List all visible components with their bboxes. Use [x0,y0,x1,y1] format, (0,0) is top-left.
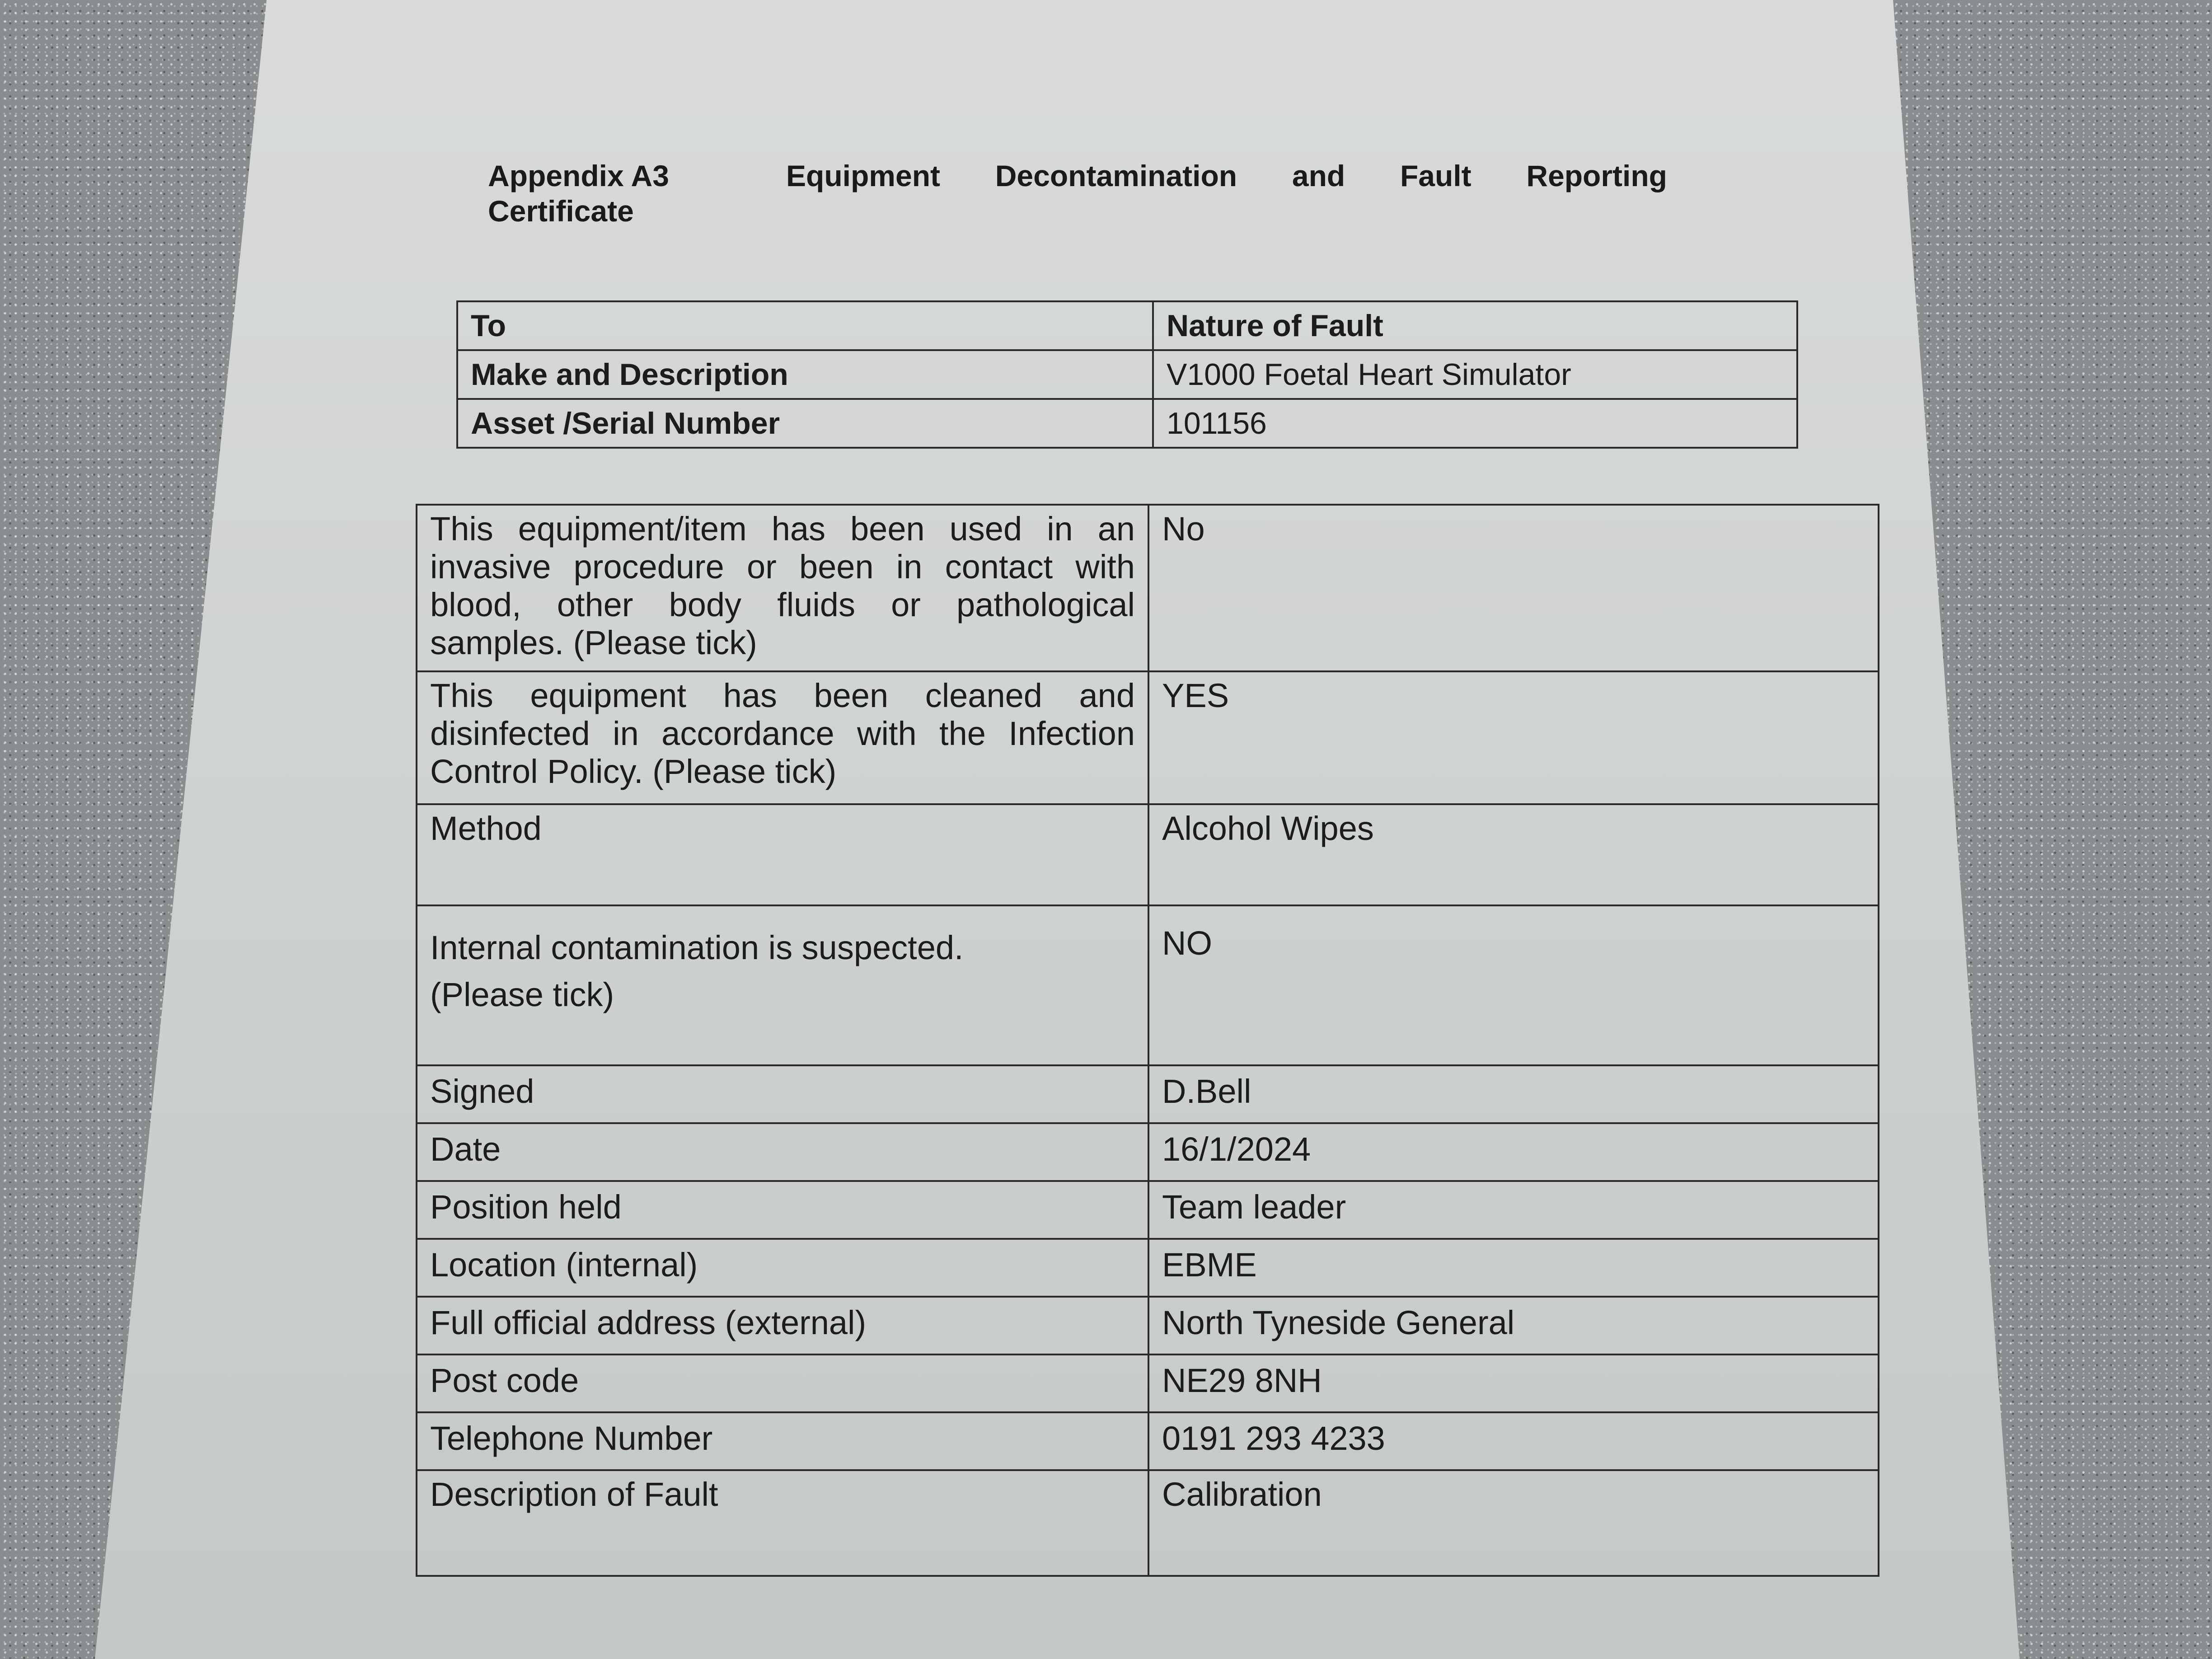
position-held-value: Team leader [1148,1181,1879,1239]
table-row [457,301,1797,350]
post-code-label: Post code [417,1354,1148,1412]
table-row [417,505,1879,671]
table-row [417,804,1879,905]
fault-description-label: Description of Fault [417,1470,1148,1576]
method-value: Alcohol Wipes [1148,804,1879,905]
to-label: To [457,301,1153,350]
make-description-label: Make and Description [457,350,1153,399]
cleaned-value: YES [1148,671,1879,804]
make-description-value: V1000 Foetal Heart Simulator [1153,350,1797,399]
invasive-use-label: This equipment/item has been used in an invasive procedure or been in contact with blood, other body fluids or pathological samples. (Please tick) [417,505,1148,671]
post-code-value: NE29 8NH [1148,1354,1879,1412]
table-row [417,905,1879,1065]
location-label: Location (internal) [417,1239,1148,1297]
cleaned-label: This equipment has been cleaned and disinfected in accordance with the Infection Control Policy. (Please tick) [417,671,1148,804]
table-row [417,1470,1879,1576]
to-value: Nature of Fault [1153,301,1797,350]
location-value: EBME [1148,1239,1879,1297]
internal-contamination-label-line2: (Please tick) [430,976,614,1013]
table-row [417,1065,1879,1123]
table-row [417,1297,1879,1354]
table-row [417,1123,1879,1181]
asset-serial-label: Asset /Serial Number [457,399,1153,448]
document-title: Equipment Decontamination and Fault Reporting [786,159,1667,192]
asset-serial-value: 101156 [1153,399,1797,448]
method-label: Method [417,804,1148,905]
telephone-label: Telephone Number [417,1412,1148,1470]
appendix-label: Appendix A3 [488,159,669,192]
decontamination-declaration-table [416,504,1879,1577]
table-row [417,1412,1879,1470]
signed-value: D.Bell [1148,1065,1879,1123]
signed-label: Signed [417,1065,1148,1123]
position-held-label: Position held [417,1181,1148,1239]
equipment-details-table [456,300,1798,449]
table-row [417,671,1879,804]
internal-contamination-value: NO [1148,905,1879,1065]
fault-description-value: Calibration [1148,1470,1879,1576]
table-row [457,399,1797,448]
table-row [417,1239,1879,1297]
internal-contamination-label [417,905,1148,1065]
table-row [417,1354,1879,1412]
internal-contamination-label-line1: Internal contamination is suspected. [430,929,964,966]
date-label: Date [417,1123,1148,1181]
invasive-use-value: No [1148,505,1879,671]
telephone-value: 0191 293 4233 [1148,1412,1879,1470]
address-label: Full official address (external) [417,1297,1148,1354]
table-row [417,1181,1879,1239]
document-title-continued: Certificate [488,194,634,228]
date-value: 16/1/2024 [1148,1123,1879,1181]
address-value: North Tyneside General [1148,1297,1879,1354]
table-row [457,350,1797,399]
